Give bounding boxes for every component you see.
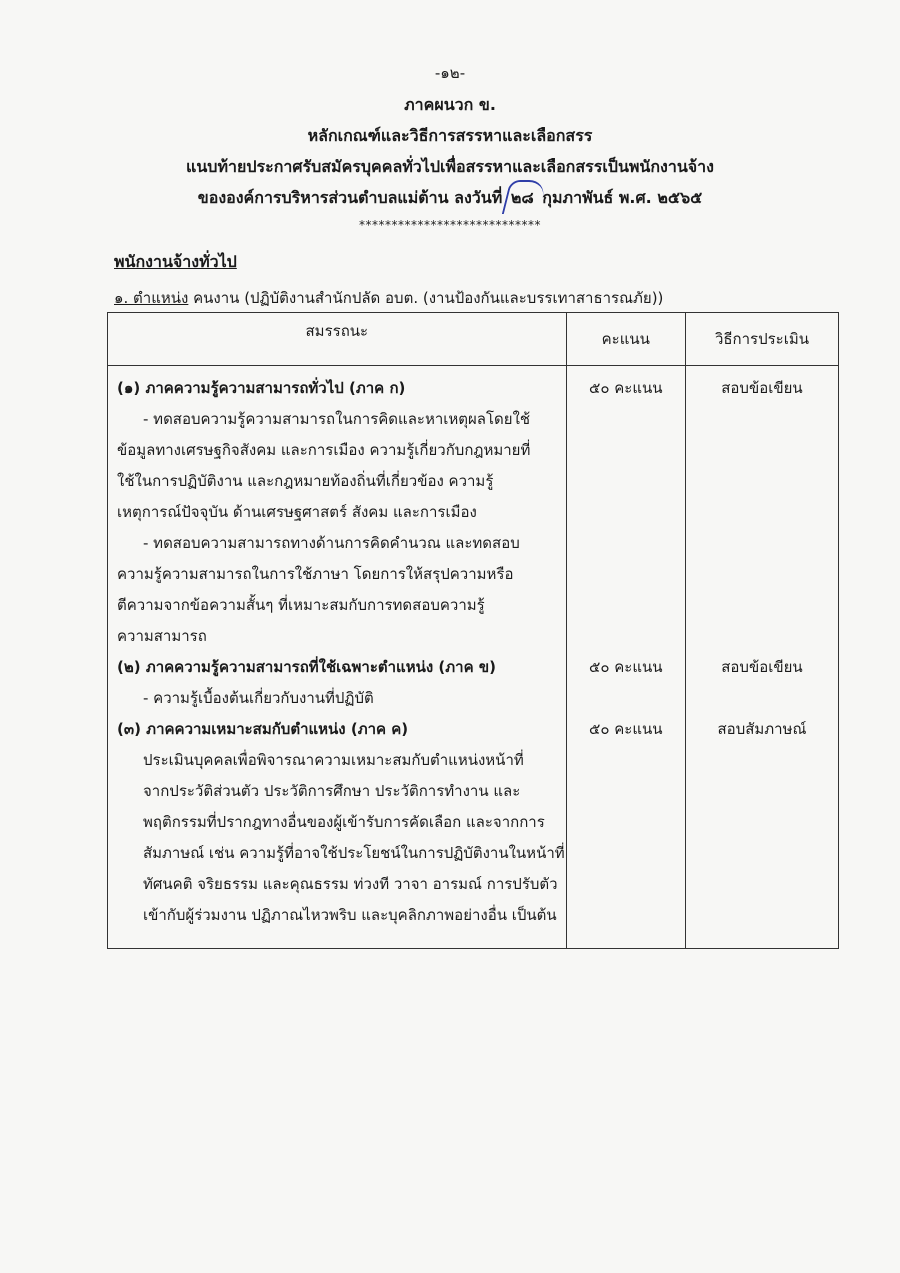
criterion-method: สอบสัมภาษณ์ xyxy=(717,720,807,738)
method-cell xyxy=(685,366,838,949)
criterion-title: (๑) ภาคความรู้ความสามารถทั่วไป (ภาค ก) xyxy=(117,379,406,397)
criteria-table xyxy=(107,312,839,949)
criterion-line: ตีความจากข้อความสั้นๆ ที่เหมาะสมกับการทดสอบความรู้ xyxy=(117,596,485,614)
section-title: พนักงานจ้างทั่วไป xyxy=(114,252,237,271)
annex-title: ภาคผนวก ข. xyxy=(404,95,496,114)
criterion-line: สัมภาษณ์ เช่น ความรู้ที่อาจใช้ประโยชน์ในการปฏิบัติงานในหน้าที่ xyxy=(143,844,565,862)
criterion-line: จากประวัติส่วนตัว ประวัติการศึกษา ประวัติการทำงาน และ xyxy=(143,782,521,800)
criterion-line: - ทดสอบความรู้ความสามารถในการคิดและหาเหตุผลโดยใช้ xyxy=(143,410,531,428)
criterion-line: ประเมินบุคคลเพื่อพิจารณาความเหมาะสมกับตำแหน่งหน้าที่ xyxy=(143,751,524,769)
criterion-title: (๒) ภาคความรู้ความสามารถที่ใช้เฉพาะตำแหน่ง (ภาค ข) xyxy=(117,658,496,676)
criterion-line: ข้อมูลทางเศรษฐกิจสังคม และการเมือง ความรู้เกี่ยวกับกฎหมายที่ xyxy=(117,441,531,459)
criterion-score: ๕๐ คะแนน xyxy=(589,379,663,397)
criterion-line: เหตุการณ์ปัจจุบัน ด้านเศรษฐศาสตร์ สังคม และการเมือง xyxy=(117,503,477,521)
criterion-line: เข้ากับผู้ร่วมงาน ปฏิภาณไหวพริบ และบุคลิกภาพอย่างอื่น เป็นต้น xyxy=(143,906,557,924)
criterion-score: ๕๐ คะแนน xyxy=(589,658,663,676)
criterion-method: สอบข้อเขียน xyxy=(721,379,803,397)
page-number: -๑๒- xyxy=(434,64,466,82)
table-header-row xyxy=(108,313,839,366)
competency-cell xyxy=(108,366,567,949)
announcement-date-line xyxy=(0,186,900,211)
criterion-line: ความสามารถ xyxy=(117,627,207,645)
criterion-score: ๕๐ คะแนน xyxy=(589,720,663,738)
header-competency: สมรรถนะ xyxy=(108,313,567,366)
criterion-method: สอบข้อเขียน xyxy=(721,658,803,676)
header-method: วิธีการประเมิน xyxy=(685,313,838,366)
score-cell xyxy=(566,366,685,949)
org-date-prefix: ขององค์การบริหารส่วนตำบลแม่ต้าน ลงวันที่ xyxy=(197,188,503,207)
position-number-label: ๑. ตำแหน่ง xyxy=(114,289,189,307)
criterion-line: ทัศนคติ จริยธรรม และคุณธรรม ท่วงที วาจา อารมณ์ การปรับตัว xyxy=(143,875,558,893)
star-divider: **************************** xyxy=(359,218,541,232)
criterion-line: - ทดสอบความสามารถทางด้านการคิดคำนวณ และทดสอบ xyxy=(143,534,520,552)
position-text: คนงาน (ปฏิบัติงานสำนักปลัด อบต. (งานป้องกันและบรรเทาสาธารณภัย)) xyxy=(193,289,664,307)
criterion-line: ใช้ในการปฏิบัติงาน และกฎหมายท้องถิ่นที่เกี่ยวข้อง ความรู้ xyxy=(117,472,494,490)
announcement-title: แนบท้ายประกาศรับสมัครบุคคลทั่วไปเพื่อสรรหาและเลือกสรรเป็นพนักงานจ้าง xyxy=(186,157,714,176)
criterion-line: - ความรู้เบื้องต้นเกี่ยวกับงานที่ปฏิบัติ xyxy=(143,689,374,707)
criterion-line: ความรู้ความสามารถในการใช้ภาษา โดยการให้สรุปความหรือ xyxy=(117,565,514,583)
header-score: คะแนน xyxy=(566,313,685,366)
criterion-title: (๓) ภาคความเหมาะสมกับตำแหน่ง (ภาค ค) xyxy=(117,720,409,738)
criteria-title: หลักเกณฑ์และวิธีการสรรหาและเลือกสรร xyxy=(307,126,593,145)
date-suffix: กุมภาพันธ์ พ.ศ. ๒๕๖๕ xyxy=(542,188,703,207)
position-line xyxy=(114,286,663,310)
handwritten-day: ๒๘ xyxy=(508,186,537,211)
table-row xyxy=(108,366,839,949)
criterion-line: พฤติกรรมที่ปรากฎทางอื่นของผู้เข้ารับการคัดเลือก และจากการ xyxy=(143,813,545,831)
